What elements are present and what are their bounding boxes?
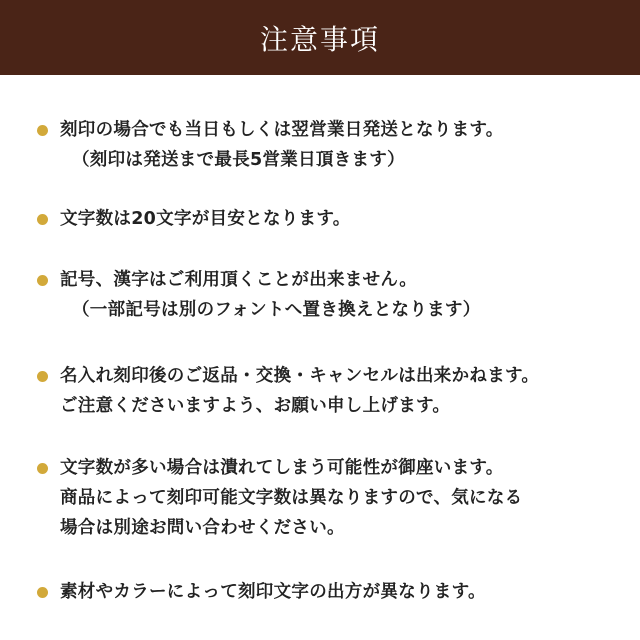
bullet-dot-icon: [37, 275, 48, 286]
note-line: 名入れ刻印後のご返品・交換・キャンセルは出来かねます。: [60, 366, 540, 386]
bullet-dot-icon: [37, 125, 48, 136]
bullet-dot-icon: [37, 587, 48, 598]
bullet-dot-icon: [37, 463, 48, 474]
note-line: 文字数は20文字が目安となります。: [60, 209, 351, 229]
note-line: 記号、漢字はご利用頂くことが出来ません。: [60, 270, 418, 290]
note-line: 商品によって刻印可能文字数は異なりますので、気になる: [60, 488, 523, 508]
note-line: 文字数が多い場合は潰れてしまう可能性が御座います。: [60, 458, 504, 478]
notes-list: [0, 75, 640, 640]
note-line: （一部記号は別のフォントへ置き換えとなります）: [72, 300, 481, 320]
note-line: 刻印の場合でも当日もしくは翌営業日発送となります。: [60, 120, 504, 140]
note-line: （刻印は発送まで最長5営業日頂きます）: [72, 150, 405, 170]
header-bar: [0, 0, 640, 75]
page-title: 注意事項: [259, 22, 380, 56]
note-line: 場合は別途お問い合わせください。: [60, 518, 345, 538]
note-line: ご注意くださいますよう、お願い申し上げます。: [60, 396, 451, 416]
bullet-dot-icon: [37, 371, 48, 382]
bullet-dot-icon: [37, 214, 48, 225]
note-line: 素材やカラーによって刻印文字の出方が異なります。: [60, 582, 486, 602]
